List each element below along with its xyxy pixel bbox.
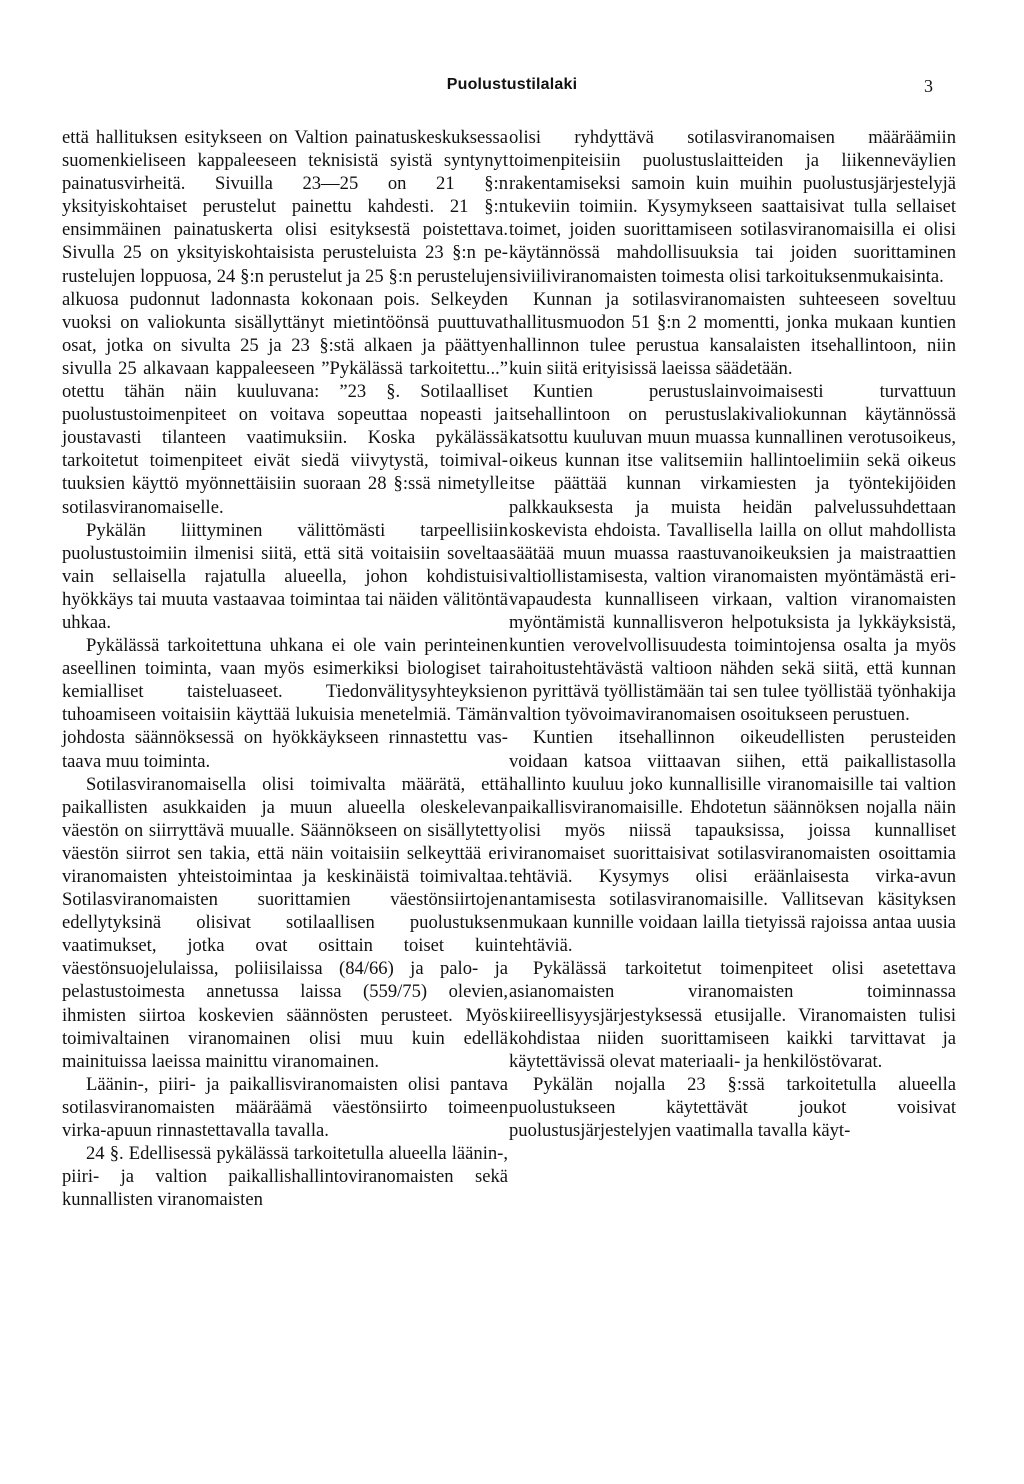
running-title: Puolustustilalaki (446, 76, 578, 93)
right-column (509, 126, 956, 1142)
paragraph: Pykälässä tarkoitetut toimenpiteet olisi asetettava asianomaisten viranomaisten toiminnassa kiireellisyysjärjestyksessä etusijalle. Viranomaisten tulisi kohdistaa niiden suorittamiseen kaikki tarvittavat ja käytettävissä olevat materiaali- ja henkilöstövarat. (509, 958, 956, 1072)
paragraph: Pykälän nojalla 23 §:ssä tarkoitetulla alueella puolustukseen käytettävät joukot voisivat puolustusjärjestelyjen vaatimalla tavalla käyt- (509, 1073, 956, 1142)
paragraph: Pykälässä tarkoitettuna uhkana ei ole vain perinteinen aseellinen toiminta, vaan myös esimerkiksi biologiset tai kemialliset taisteluaseet. Tiedonvälitysyhteyksien tuhoamiseen voitaisiin käyttää lukuisia menetelmiä. Tämän johdosta säännöksessä on hyökkäykseen rinnastettu vastaava muu toiminta. (62, 635, 508, 772)
paragraph: Sotilasviranomaisella olisi toimivalta määrätä, että paikallisten asukkaiden ja muun alueella oleskelevan väestön on siirryttävä muualle. Säännökseen on sisällytetty väestön siirrot sen takia, että näin voitaisiin selkeyttää eri viranomaisten yhteistoimintaa ja keskinäistä toimivaltaa. Sotilasviranomaisten suorittamien väestönsiirtojen edellytyksinä olisivat sotilaallisen puolustuksen vaatimukset, jotka ovat osittain toiset kuin väestönsuojelulaissa, poliisilaissa (84/66) ja palo- ja pelastustoimesta annetussa laissa (559/75) olevien, ihmisten siirtoa koskevien säännösten perusteet. Myös toimivaltainen viranomainen olisi muu kuin edellä mainituissa laeissa mainittu viranomainen. (62, 773, 508, 1072)
left-column (62, 126, 508, 1211)
paragraph: Läänin-, piiri- ja paikallisviranomaisten olisi pantava sotilasviranomaisten määräämä väestönsiirto toimeen virka-apuun rinnastettavalla tavalla. (62, 1073, 508, 1142)
paragraph: olisi ryhdyttävä sotilasviranomaisen määräämiin toimenpiteisiin puolustuslaitteiden ja liikenneväylien rakentamiseksi samoin kuin muihin puolustusjärjestelyjä tukeviin toimiin. Kysymykseen saattaisivat tulla sellaiset toimet, joiden suorittamiseen sotilasviranomaisilla ei olisi käytännössä mahdollisuuksia tai joiden suorittaminen siviiliviranomaisten toimesta olisi tarkoituksenmukaisinta. (509, 127, 956, 287)
paragraph: Kunnan ja sotilasviranomaisten suhteeseen soveltuu hallitusmuodon 51 §:n 2 momentti, jonka mukaan kuntien hallinnon tulee perustua kansalaisten itsehallintoon, niin kuin siitä erityisissä laeissa säädetään. (509, 288, 956, 379)
paragraph: 24 §. Edellisessä pykälässä tarkoitetulla alueella läänin-, piiri- ja valtion paikallishallintoviranomaisten sekä kunnallisten viranomaisten (62, 1143, 508, 1211)
paragraph: Kuntien perustuslainvoimaisesti turvattuun itsehallintoon on perustuslakivaliokunnan käytännössä katsottu kuuluvan muun muassa kunnallinen verotusoikeus, oikeus kunnan itse valitsemiin hallintoelimiin sekä oikeus itse päättää kunnan virkamiesten ja työntekijöiden palkkauksesta ja muista heidän palvelussuhdettaan koskevista ehdoista. Tavallisella lailla on ollut mahdollista säätää muun muassa raastuvanoikeuksien ja maistraattien valtiollistamisesta, valtion viranomaisten myöntämästä erivapaudesta kunnalliseen virkaan, valtion viranomaisten myöntämistä kunnallisveron helpotuksista ja lykkäyksistä, kuntien verovelvollisuudesta toimintojensa osalta ja myös rahoitustehtävästä valtioon nähden sekä siitä, että kunnan on pyrittävä työllistämään tai sen tulee työllistää työnhakija valtion työvoimaviranomaisen osoitukseen perustuen. (509, 381, 956, 726)
paragraph: Pykälän liittyminen välittömästi tarpeellisiin puolustustoimiin ilmenisi siitä, että sitä voitaisiin soveltaa vain sellaisella rajatulla alueella, johon kohdistuisi hyökkäys tai muuta vastaavaa toimintaa tai näiden välitöntä uhkaa. (62, 519, 508, 633)
paragraph: että hallituksen esitykseen on Valtion painatuskeskuksessa suomenkieliseen kappaleeseen teknisistä syistä syntynyt painatusvirheitä. Sivuilla 23—25 on 21 §:n yksityiskohtaiset perustelut painettu kahdesti. 21 §:n ensimmäinen painatuskerta olisi esityksestä poistettava. Sivulla 25 on yksityiskohtaisista perusteluista 23 §:n perustelujen loppuosa, 24 §:n perustelut ja 25 §:n perustelujen alkuosa pudonnut ladonnasta kokonaan pois. Selkeyden vuoksi on valiokunta sisällyttänyt mietintöönsä puuttuvat osat, jotka on sivulta 25 ja 23 §:stä alkaen ja päättyen sivulla 25 alkavaan kappaleeseen ”Pykälässä tarkoitettu...” otettu tähän näin kuuluvana: ”23 §. Sotilaalliset puolustustoimenpiteet on voitava sopeuttaa nopeasti ja joustavasti tilanteen vaatimuksiin. Koska pykälässä tarkoitetut toimenpiteet eivät siedä viivytystä, toimivaltuuksien käyttö myönnettäisiin suoraan 28 §:ssä nimetylle sotilasviranomaiselle. (62, 127, 508, 518)
paragraph: Kuntien itsehallinnon oikeudellisten perusteiden voidaan katsoa viittaavan siihen, että paikallistasolla hallinto kuuluu joko kunnallisille viranomaisille tai valtion paikallisviranomaisille. Ehdotetun säännöksen nojalla näin olisi myös niissä tapauksissa, joissa kunnalliset viranomaiset suorittaisivat sotilasviranomaisten osoittamia tehtäviä. Kysymys olisi eräänlaisesta virka-avun antamisesta sotilasviranomaisille. Vallitsevan käsityksen mukaan kunnille voidaan lailla tietyissä rajoissa antaa uusia tehtäviä. (509, 727, 956, 957)
page-number: 3 (924, 76, 933, 96)
